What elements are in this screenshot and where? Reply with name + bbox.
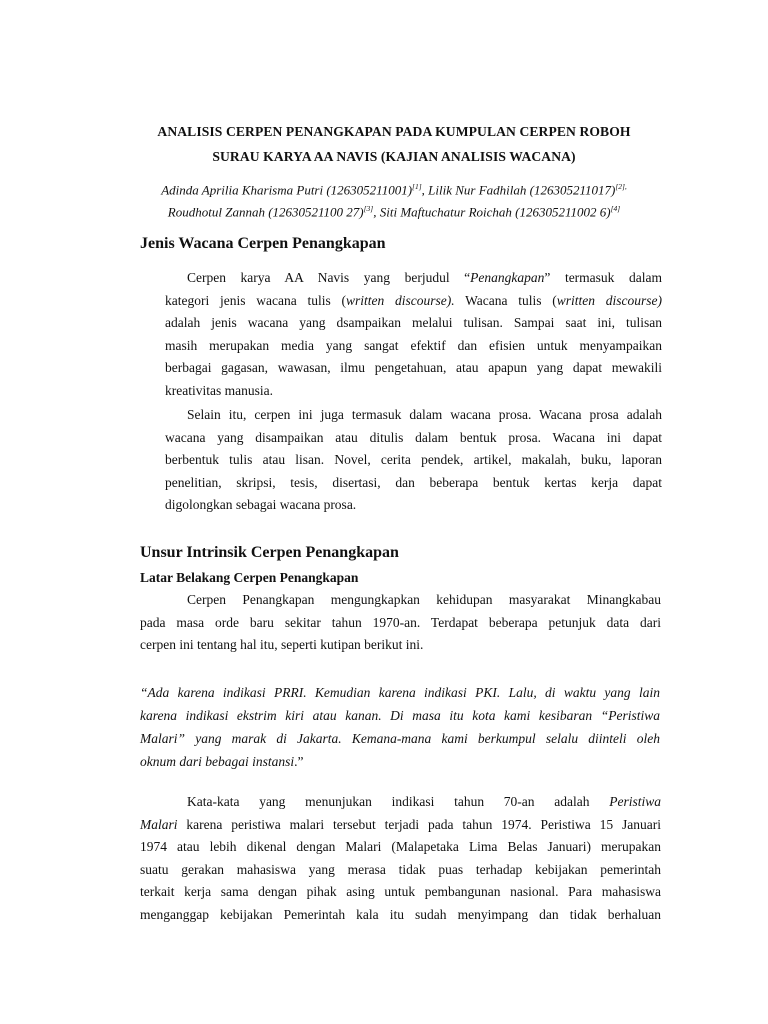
text-line: Cerpen Penangkapan mengungkapkan kehidupan masyarakat Minangkabau xyxy=(187,592,661,607)
text-line: pada masa orde baru sekitar tahun 1970-an. Terdapat beberapa petunjuk data dari xyxy=(140,614,661,630)
author-3-ref: [3] xyxy=(363,204,374,214)
subsection-heading-latar-belakang: Latar Belakang Cerpen Penangkapan xyxy=(140,570,359,585)
text-line: wacana yang disampaikan atau ditulis dalam bentuk prosa. Wacana ini dapat xyxy=(165,429,662,445)
text-line: adalah jenis wacana yang dsampaikan melalui tulisan. Sampai saat ini, tulisan xyxy=(165,315,662,330)
block-quote xyxy=(140,681,660,773)
author-4-ref: [4] xyxy=(610,204,621,214)
paragraph-latar-2 xyxy=(140,791,661,926)
quote-line: oknum dari bebagai instansi.” xyxy=(140,754,304,769)
text-line: 1974 atau lebih dikenal dengan Malari (Malapetaka Lima Belas Januari) merupakan xyxy=(140,839,661,854)
quote-line: karena indikasi ekstrim kiri atau kanan. Di masa itu kota kami kesibaran “Peristiwa xyxy=(140,708,660,723)
text-line: suatu gerakan mahasiswa yang merasa tidak puas terhadap kebijakan pemerintah xyxy=(140,861,661,877)
text-line: berbentuk tulis atau lisan. Novel, cerita pendek, artikel, makalah, buku, laporan xyxy=(165,452,662,467)
text-line: kreativitas manusia. xyxy=(165,382,273,398)
author-1-ref: [1] xyxy=(412,182,422,191)
author-2: , Lilik Nur Fadhilah (126305211017) xyxy=(421,182,616,198)
author-line-2 xyxy=(118,199,670,221)
author-list xyxy=(118,177,670,222)
author-2-ref: [2], xyxy=(615,182,627,191)
paragraph-jenis-wacana-1 xyxy=(165,267,662,402)
author-4: , Siti Maftuchatur Roichah (126305211002 6) xyxy=(373,204,611,220)
text-line: menganggap kebijakan Pemerintah kala itu sudah menyimpang dan tidak berhaluan xyxy=(140,906,661,922)
text-line: kategori jenis wacana tulis (written discourse). Wacana tulis (written discourse) xyxy=(165,292,662,308)
paper-title-line-1: ANALISIS CERPEN PENANGKAPAN PADA KUMPULAN CERPEN ROBOH xyxy=(157,124,631,139)
section-heading-jenis-wacana: Jenis Wacana Cerpen Penangkapan xyxy=(140,235,386,252)
text-line: digolongkan sebagai wacana prosa. xyxy=(165,497,357,512)
paper-title-line-2: SURAU KARYA AA NAVIS (KAJIAN ANALISIS WACANA) xyxy=(212,149,576,164)
text-line: masih merupakan media yang sangat efektif dan efisien untuk menyampaikan xyxy=(165,337,662,353)
author-3: Roudhotul Zannah (12630521100 27) xyxy=(167,204,364,220)
text-line: Kata-kata yang menunjukan indikasi tahun 70-an adalah Peristiwa xyxy=(187,794,661,809)
quote-line: “Ada karena indikasi PRRI. Kemudian karena indikasi PKI. Lalu, di waktu yang lain xyxy=(140,685,660,700)
text-line: Selain itu, cerpen ini juga termasuk dalam wacana prosa. Wacana prosa adalah xyxy=(187,407,662,422)
text-line: penelitian, skripsi, tesis, disertasi, dan beberapa bentuk kertas kerja dapat xyxy=(165,474,662,490)
text-line: terkait kerja sama dengan pihak asing untuk pembangunan nasional. Para mahasiswa xyxy=(140,884,661,899)
author-1: Adinda Aprilia Kharisma Putri (126305211001) xyxy=(161,182,413,198)
text-line: berbagai gagasan, wawasan, ilmu pengetahuan, atau apapun yang dapat mewakili xyxy=(165,360,662,375)
text-line: Cerpen karya AA Navis yang berjudul “Penangkapan” termasuk dalam xyxy=(187,270,662,285)
paragraph-jenis-wacana-2 xyxy=(165,404,662,517)
text-line: Malari karena peristiwa malari tersebut terjadi pada tahun 1974. Peristiwa 15 Januari xyxy=(140,816,661,832)
paragraph-latar-1 xyxy=(140,589,661,657)
section-heading-unsur-intrinsik: Unsur Intrinsik Cerpen Penangkapan xyxy=(140,544,399,561)
quote-line: Malari” yang marak di Jakarta. Kemana-mana kami berkumpul selalu diinteli oleh xyxy=(140,731,660,746)
text-line: cerpen ini tentang hal itu, seperti kutipan berikut ini. xyxy=(140,637,424,652)
author-line-1 xyxy=(118,177,670,199)
